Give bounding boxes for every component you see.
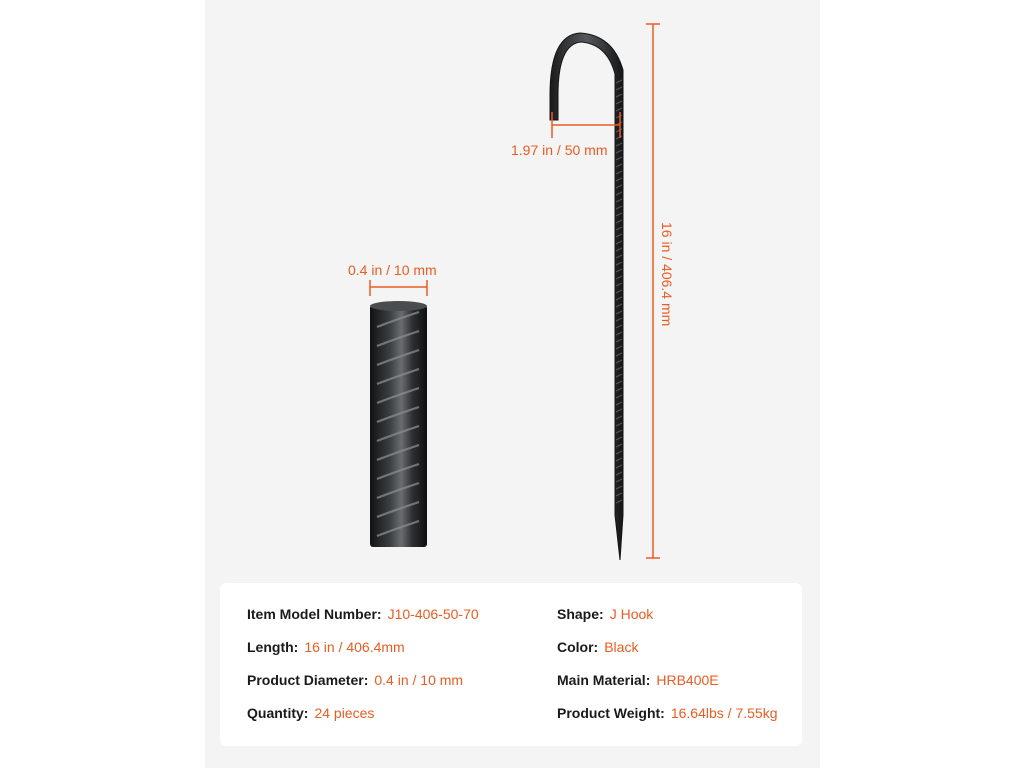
diameter-label: 0.4 in / 10 mm bbox=[348, 262, 437, 278]
spec-key: Length: bbox=[247, 639, 299, 655]
spec-key: Quantity: bbox=[247, 705, 309, 721]
spec-material bbox=[557, 672, 719, 688]
spec-key: Product Weight: bbox=[557, 705, 665, 721]
spec-weight bbox=[557, 705, 777, 721]
spec-value: 0.4 in / 10 mm bbox=[374, 672, 464, 688]
spec-value: J10-406-50-70 bbox=[387, 606, 479, 622]
length-dimension-line bbox=[646, 24, 660, 558]
spec-value: 24 pieces bbox=[314, 705, 375, 721]
spec-key: Color: bbox=[557, 639, 599, 655]
spec-key: Product Diameter: bbox=[247, 672, 369, 688]
length-label: 16 in / 406.4 mm bbox=[659, 222, 675, 327]
spec-value: J Hook bbox=[609, 606, 654, 622]
product-image-panel bbox=[205, 0, 820, 768]
spec-quantity bbox=[247, 705, 374, 721]
spec-key: Shape: bbox=[557, 606, 604, 622]
spec-value: 16.64lbs / 7.55kg bbox=[670, 705, 778, 721]
spec-diameter bbox=[247, 672, 463, 688]
hook-opening-label: 1.97 in / 50 mm bbox=[511, 142, 608, 158]
spec-model-number bbox=[247, 606, 479, 622]
rod-closeup bbox=[370, 301, 427, 547]
spec-shape bbox=[557, 606, 653, 622]
spec-key: Item Model Number: bbox=[247, 606, 382, 622]
spec-value: HRB400E bbox=[656, 672, 719, 688]
spec-length bbox=[247, 639, 405, 655]
diameter-dimension-line bbox=[370, 280, 427, 296]
j-hook-stake bbox=[550, 33, 623, 560]
hook-opening-dimension-line bbox=[552, 112, 620, 138]
spec-value: Black bbox=[604, 639, 639, 655]
spec-key: Main Material: bbox=[557, 672, 651, 688]
spec-color bbox=[557, 639, 638, 655]
spec-value: 16 in / 406.4mm bbox=[304, 639, 405, 655]
spec-card bbox=[220, 583, 802, 746]
